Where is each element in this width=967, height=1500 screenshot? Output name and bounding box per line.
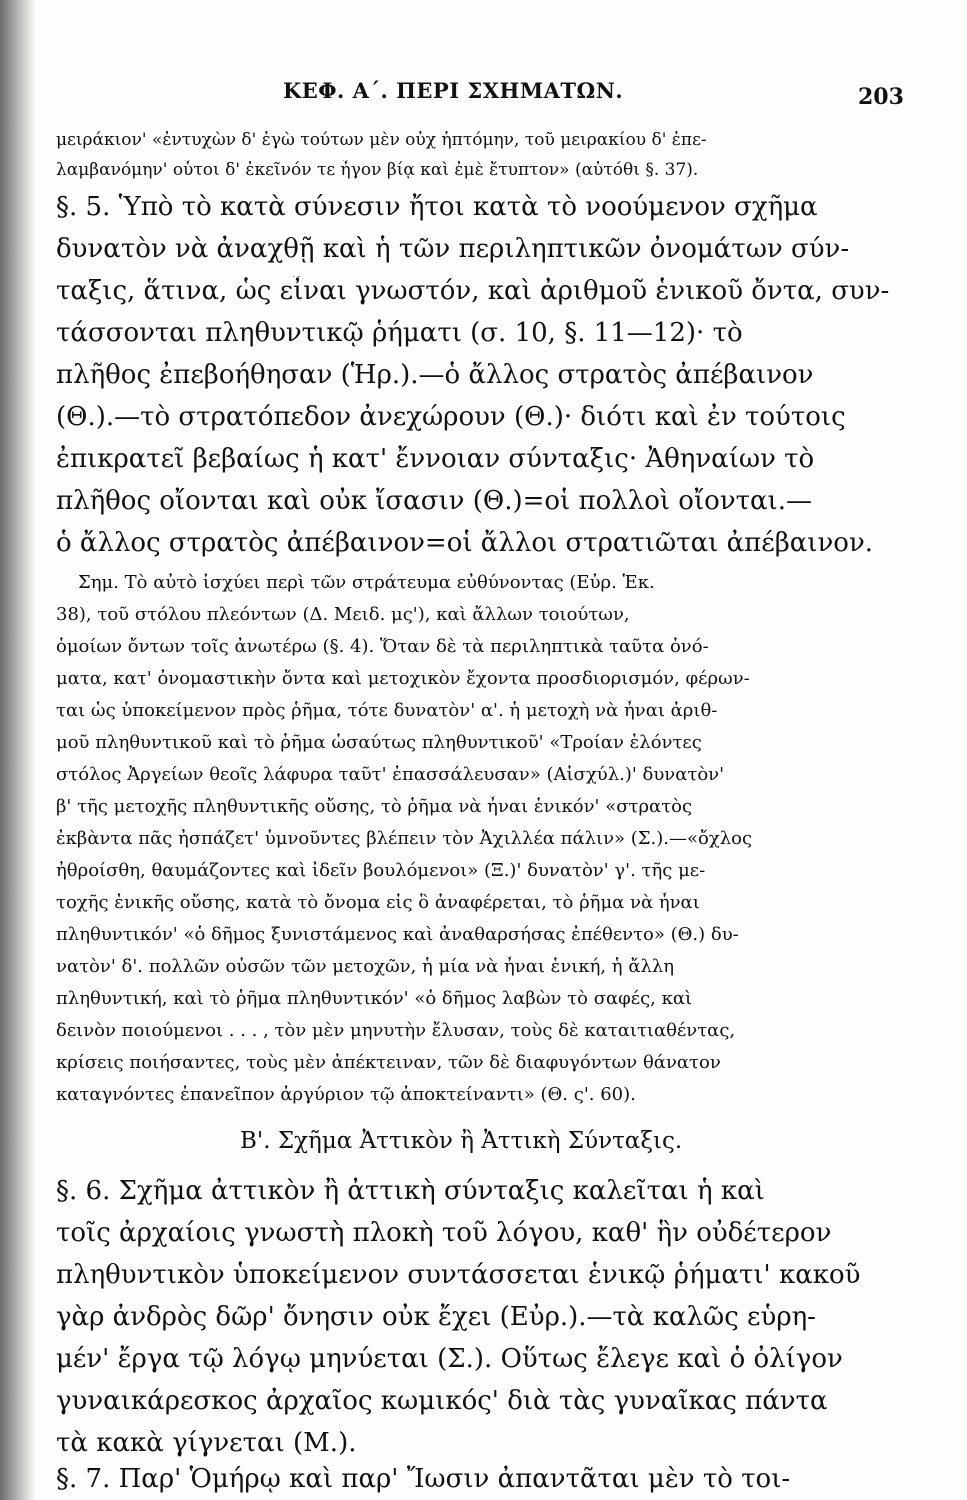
note-line: τοχῆς ἑνικῆς οὔσης, κατὰ τὸ ὄνομα εἰς ὃ ἀναφέρεται, τὸ ῥῆμα νὰ ἦναι — [56, 892, 700, 913]
note-line: ὁμοίων ὄντων τοῖς ἀνωτέρω (§. 4). Ὅταν δὲ τὰ περιληπτικὰ ταῦτα ὀνό- — [56, 636, 709, 657]
note-line: πληθυντικόν' «ὁ δῆμος ξυνιστάμενος καὶ ἀναθαρσήσας ἐπέθεντο» (Θ.) δυ- — [56, 924, 739, 945]
note-line: Σημ. Τὸ αὐτὸ ἰσχύει περὶ τῶν στράτευμα εὐθύνοντας (Εὐρ. Ἑκ. — [78, 572, 655, 593]
note-line: νατὸν' δ'. πολλῶν οὐσῶν τῶν μετοχῶν, ἡ μία νὰ ἦναι ἑνική, ἡ ἄλλη — [56, 956, 675, 977]
paragraph-5-line: πλῆθος οἴονται καὶ οὐκ ἴσασιν (Θ.)=οἱ πολλοὶ οἴονται.— — [56, 486, 813, 516]
paragraph-6-line: τοῖς ἀρχαίοις γνωστὴ πλοκὴ τοῦ λόγου, καθ' ἣν οὐδέτερον — [56, 1218, 832, 1248]
note-line: καταγνόντες ἐπανεῖπον ἀργύριον τῷ ἀποκτείναντι» (Θ. ς'. 60). — [56, 1084, 636, 1105]
note-line: στόλος Ἀργείων θεοῖς λάφυρα ταῦτ' ἐπασσάλευσαν» (Αἰσχύλ.)' δυνατὸν' — [56, 764, 725, 785]
section-heading: Β'. Σχῆμα Ἀττικὸν ἢ Ἀττικὴ Σύνταξις. — [240, 1128, 683, 1154]
paragraph-5-line: ὁ ἄλλος στρατὸς ἀπέβαινον=οἱ ἄλλοι στρατιῶται ἀπέβαινον. — [56, 528, 874, 558]
paragraph-6-line: πληθυντικὸν ὑποκείμενον συντάσσεται ἑνικῷ ῥήματι' κακοῦ — [56, 1260, 861, 1290]
note-line: ἠθροίσθη, θαυμάζοντες καὶ ἰδεῖν βουλόμενοι» (Ξ.)' δυνατὸν' γ'. τῆς με- — [56, 860, 706, 881]
paragraph-6-line: τὰ κακὰ γίγνεται (Μ.). — [56, 1428, 357, 1458]
page-number: 203 — [858, 84, 904, 110]
paragraph-5-line: πλῆθος ἐπεβοήθησαν (Ἡρ.).—ὁ ἄλλος στρατὸς ἀπέβαινον — [56, 360, 814, 390]
paragraph-5-line: ταξις, ἅτινα, ὡς εἶναι γνωστόν, καὶ ἀριθμοῦ ἑνικοῦ ὄντα, συν- — [56, 276, 890, 306]
paragraph-5-line: (Θ.).—τὸ στρατόπεδον ἀνεχώρουν (Θ.)· διότι καὶ ἐν τούτοις — [56, 402, 846, 432]
paragraph-6-line: μέν' ἔργα τῷ λόγῳ μηνύεται (Σ.). Οὕτως ἔλεγε καὶ ὁ ὀλίγον — [56, 1344, 843, 1374]
note-line: δεινὸν ποιούμενοι . . . , τὸν μὲν μηνυτὴν ἔλυσαν, τοὺς δὲ καταιτιαθέντας, — [56, 1020, 736, 1041]
note-line: πληθυντική, καὶ τὸ ῥῆμα πληθυντικόν' «ὁ δῆμος λαβὼν τὸ σαφές, καὶ — [56, 988, 693, 1009]
paragraph-6-line: §. 6. Σχῆμα ἀττικὸν ἢ ἀττικὴ σύνταξις καλεῖται ἡ καὶ — [56, 1176, 765, 1206]
note-line: β' τῆς μετοχῆς πληθυντικῆς οὔσης, τὸ ῥῆμα νὰ ἦναι ἑνικόν' «στρατὸς — [56, 796, 693, 817]
paragraph-5-line: τάσσονται πληθυντικῷ ῥήματι (σ. 10, §. 11—12)· τὸ — [56, 318, 743, 348]
paragraph-5-line: §. 5. Ὑπὸ τὸ κατὰ σύνεσιν ἤτοι κατὰ τὸ νοούμενον σχῆμα — [56, 192, 818, 222]
note-line: 38), τοῦ στόλου πλεόντων (Δ. Μειδ. μς'), καὶ ἄλλων τοιούτων, — [56, 604, 630, 625]
paragraph-5-line: ἐπικρατεῖ βεβαίως ἡ κατ' ἔννοιαν σύνταξις· Ἀθηναίων τὸ — [56, 444, 815, 474]
note-line: ἐκβὰντα πᾶς ἠσπάζετ' ὑμνοῦντες βλέπειν τὸν Ἀχιλλέα πάλιν» (Σ.).—«ὄχλος — [56, 828, 753, 849]
note-line: κρίσεις ποιήσαντες, τοὺς μὲν ἀπέκτειναν, τῶν δὲ διαφυγόντων θάνατον — [56, 1052, 721, 1073]
paragraph-6-line: γὰρ ἀνδρὸς δῶρ' ὄνησιν οὐκ ἔχει (Εὐρ.).—τὰ καλῶς εὑρη- — [56, 1302, 816, 1332]
note-line: μοῦ πληθυντικοῦ καὶ τὸ ῥῆμα ὡσαύτως πληθυντικοῦ' «Τροίαν ἑλόντες — [56, 732, 702, 753]
page-edge-shadow — [0, 0, 36, 1500]
text-line: λαμβανόμην' οὗτοι δ' ἐκεῖνόν τε ἦγον βίᾳ καὶ ἐμὲ ἔτυπτον» (αὐτόθι §. 37). — [56, 160, 699, 180]
paragraph-5-line: δυνατὸν νὰ ἀναχθῇ καὶ ἡ τῶν περιληπτικῶν ὀνομάτων σύν- — [56, 234, 850, 264]
paragraph-6-line: γυναικάρεσκος ἀρχαῖος κωμικός' διὰ τὰς γυναῖκας πάντα — [56, 1386, 828, 1416]
running-head: ΚΕΦ. Α΄. ΠΕΡΙ ΣΧΗΜΑΤΩΝ. — [283, 78, 624, 103]
text-line: μειράκιον' «ἐντυχὼν δ' ἐγὼ τούτων μὲν οὐχ ἡπτόμην, τοῦ μειρακίου δ' ἐπε- — [56, 130, 707, 150]
note-line: ται ὡς ὑποκείμενον πρὸς ῥῆμα, τότε δυνατὸν' α'. ἡ μετοχὴ νὰ ἦναι ἀριθ- — [56, 700, 718, 721]
note-line: ματα, κατ' ὀνομαστικὴν ὄντα καὶ μετοχικὸν ἔχοντα προσδιορισμόν, φέρων- — [56, 668, 750, 689]
paragraph-7-line: §. 7. Παρ' Ὁμήρῳ καὶ παρ' Ἴωσιν ἀπαντᾶται μὲν τὸ τοι- — [56, 1464, 791, 1494]
